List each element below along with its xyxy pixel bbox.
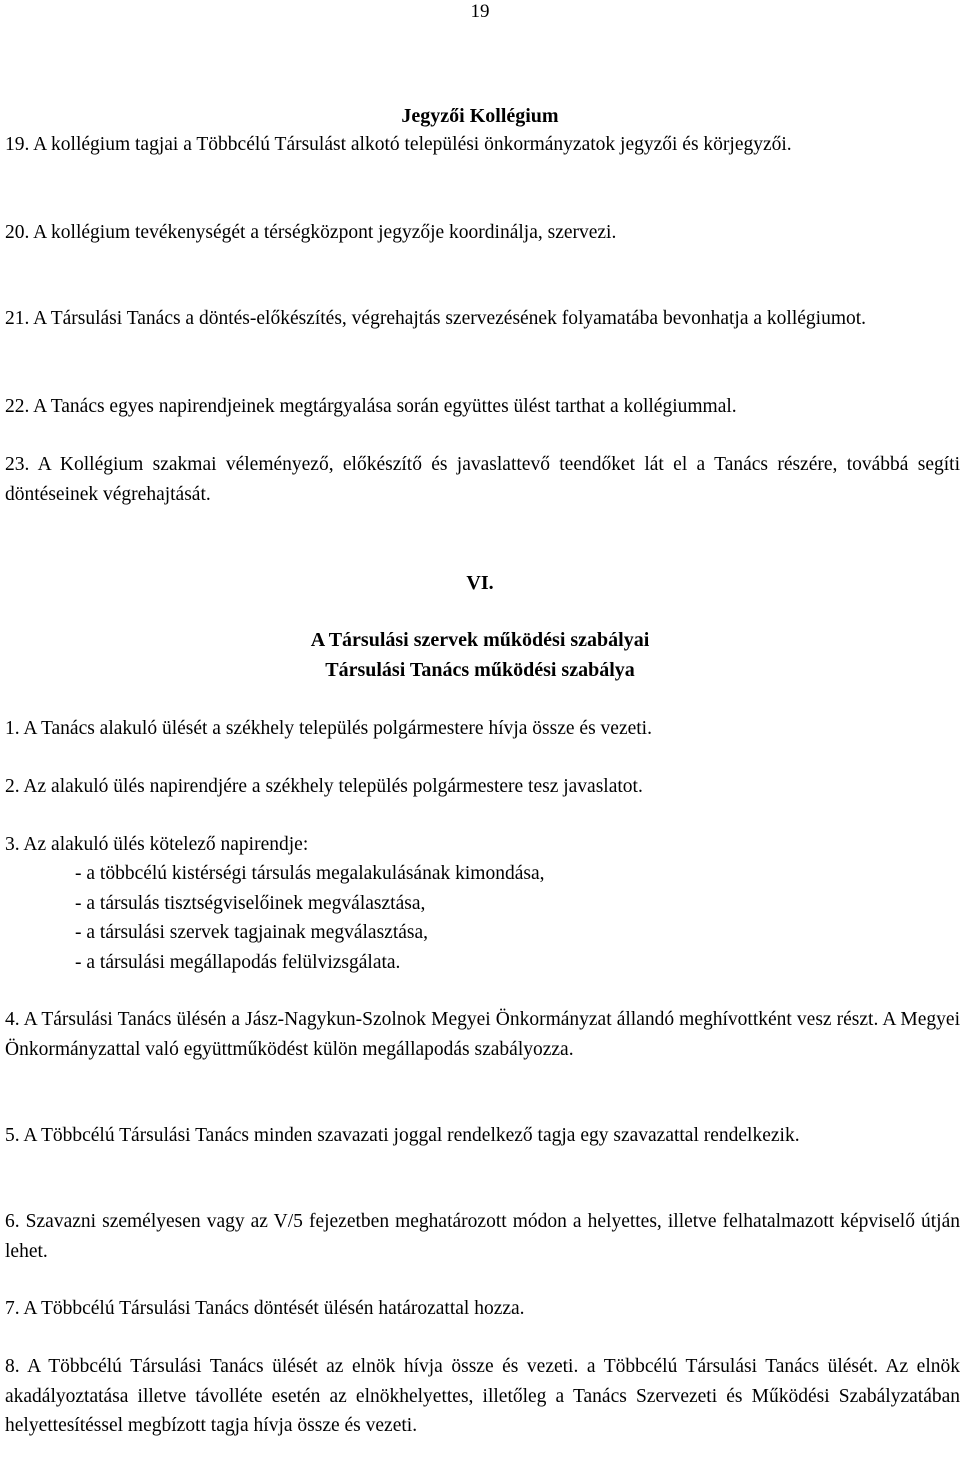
paragraph-20: 20. A kollégium tevékenységét a térségközpont jegyzője koordinálja, szervezi.: [5, 222, 617, 243]
rule-5: 5. A Többcélú Társulási Tanács minden szavazati joggal rendelkező tagja egy szavazattal rendelkezik.: [5, 1125, 800, 1146]
rule-7: 7. A Többcélú Társulási Tanács döntését ülésén határozattal hozza.: [5, 1298, 525, 1319]
page-number: 19: [470, 1, 490, 22]
rule-4: 4. A Társulási Tanács ülésén a Jász-Nagykun-Szolnok Megyei Önkormányzat állandó meghívottként vesz részt. A Megyei Önkormányzattal való együttműködést külön megállapodás szabályozza.: [5, 1009, 960, 1060]
section-title: Jegyzői Kollégium: [401, 105, 559, 127]
paragraph-21: 21. A Társulási Tanács a döntés-előkészítés, végrehajtás szervezésének folyamatába bevonhatja a kollégiumot.: [5, 308, 867, 329]
list-item: - a társulás tisztségviselőinek megválasztása,: [75, 892, 426, 914]
paragraph-22: 22. A Tanács egyes napirendjeinek megtárgyalása során együttes ülést tarthat a kollégiummal.: [5, 396, 737, 417]
rule-1: 1. A Tanács alakuló ülését a székhely település polgármestere hívja össze és vezeti.: [5, 718, 652, 739]
list-item: - a többcélú kistérségi társulás megalakulásának kimondása,: [75, 863, 545, 884]
list-item: - a társulási megállapodás felülvizsgálata.: [75, 951, 401, 973]
rule-3: 3. Az alakuló ülés kötelező napirendje:: [5, 834, 309, 855]
chapter-title: A Társulási szervek működési szabályai: [310, 629, 650, 651]
list-item: - a társulási szervek tagjainak megválasztása,: [75, 922, 429, 943]
rule-3-sublist: [75, 859, 775, 977]
rule-6: 6. Szavazni személyesen vagy az V/5 fejezetben meghatározott módon a helyettes, illetve felhatalmazott képviselő útján lehet.: [5, 1211, 960, 1262]
chapter-numeral: VI.: [466, 572, 494, 594]
paragraph-19: 19. A kollégium tagjai a Többcélú Társulást alkotó települési önkormányzatok jegyzői és körjegyzői.: [5, 134, 792, 155]
rule-8: 8. A Többcélú Társulási Tanács ülését az elnök hívja össze és vezeti. a Többcélú Társulási Tanács ülését. Az elnök akadályoztatása illetve távolléte esetén az elnökhelyettes, illetőleg a Tanács Szervezeti és Működési Szabályzatában helyettesítéssel megbízott tagja hívja össze és vezeti.: [5, 1356, 960, 1436]
rule-2: 2. Az alakuló ülés napirendjére a székhely település polgármestere tesz javaslatot.: [5, 776, 643, 797]
chapter-subtitle: Társulási Tanács működési szabálya: [325, 659, 635, 681]
paragraph-23: 23. A Kollégium szakmai véleményező, előkészítő és javaslattevő teendőket lát el a Tanács részére, továbbá segíti döntéseinek végrehajtását.: [5, 454, 960, 505]
